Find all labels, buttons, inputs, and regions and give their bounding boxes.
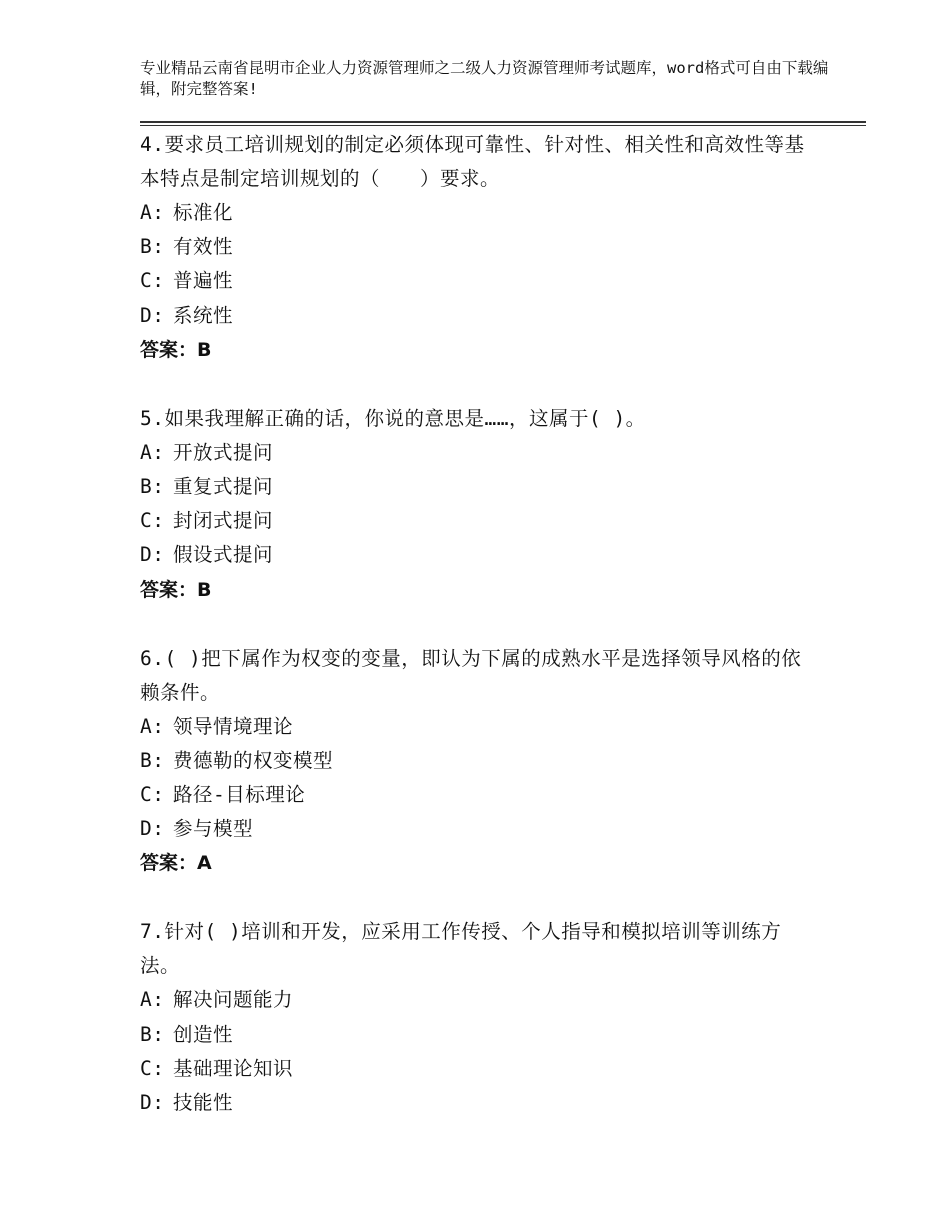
header-divider-thin (140, 125, 866, 126)
document-header: 专业精品云南省昆明市企业人力资源管理师之二级人力资源管理师考试题库，word格式可自由下载编辑，附完整答案! (140, 59, 829, 98)
option-text: 封闭式提问 (173, 509, 274, 533)
option-text: 系统性 (173, 303, 234, 327)
option-b (140, 470, 820, 504)
option-letter: A: (140, 714, 165, 738)
option-text: 假设式提问 (173, 543, 274, 567)
option-letter: D: (140, 1091, 165, 1115)
option-a (140, 710, 820, 744)
option-letter: C: (140, 1056, 165, 1080)
option-a (140, 436, 820, 470)
option-d (140, 538, 820, 572)
option-text: 解决问题能力 (173, 988, 294, 1012)
option-letter: C: (140, 269, 165, 293)
option-text: 开放式提问 (173, 440, 274, 464)
question-spacer (140, 607, 820, 641)
header-divider-thick (140, 121, 866, 123)
option-letter: A: (140, 201, 165, 224)
option-c (140, 1052, 820, 1086)
option-d (140, 812, 820, 846)
question-spacer (140, 880, 820, 914)
option-text: 基础理论知识 (173, 1056, 294, 1080)
question-spacer (140, 367, 820, 401)
question-5 (140, 401, 820, 607)
question-list (140, 127, 820, 1120)
answer-line: 答案：B (140, 338, 212, 361)
option-text: 费德勒的权变模型 (173, 748, 334, 772)
question-stem: 6.( )把下属作为权变的变量，即认为下属的成熟水平是选择领导风格的依赖条件。 (140, 646, 802, 704)
option-text: 领导情境理论 (173, 714, 294, 738)
option-letter: C: (140, 509, 165, 533)
option-b (140, 744, 820, 778)
option-text: 创造性 (173, 1022, 234, 1046)
option-c (140, 264, 820, 298)
option-letter: D: (140, 543, 165, 567)
question-7 (140, 914, 820, 1120)
option-text: 有效性 (173, 235, 234, 259)
option-c (140, 504, 820, 538)
answer-line: 答案：A (140, 852, 212, 875)
option-b (140, 230, 820, 264)
option-text: 重复式提问 (173, 475, 274, 499)
option-d (140, 1086, 820, 1120)
question-stem: 5.如果我理解正确的话，你说的意思是……，这属于( )。 (140, 406, 646, 430)
option-letter: A: (140, 988, 165, 1012)
option-a (140, 196, 820, 230)
option-letter: B: (140, 235, 165, 259)
option-text: 普遍性 (173, 269, 234, 293)
option-text: 路径-目标理论 (173, 783, 306, 807)
question-6 (140, 641, 820, 881)
option-a (140, 983, 820, 1017)
answer-line: 答案：B (140, 578, 212, 601)
option-letter: D: (140, 817, 165, 841)
option-letter: B: (140, 475, 165, 499)
option-letter: D: (140, 303, 165, 327)
option-text: 技能性 (173, 1091, 234, 1115)
option-letter: A: (140, 440, 165, 464)
option-letter: B: (140, 748, 165, 772)
option-letter: C: (140, 783, 165, 807)
question-4 (140, 127, 820, 367)
option-c (140, 778, 820, 812)
option-text: 标准化 (173, 201, 234, 224)
option-letter: B: (140, 1022, 165, 1046)
option-d (140, 299, 820, 333)
option-b (140, 1018, 820, 1052)
question-stem: 4.要求员工培训规划的制定必须体现可靠性、针对性、相关性和高效性等基本特点是制定培训规划的（ ）要求。 (140, 133, 805, 190)
option-text: 参与模型 (173, 817, 254, 841)
question-stem: 7.针对( )培训和开发，应采用工作传授、个人指导和模拟培训等训练方法。 (140, 920, 782, 978)
